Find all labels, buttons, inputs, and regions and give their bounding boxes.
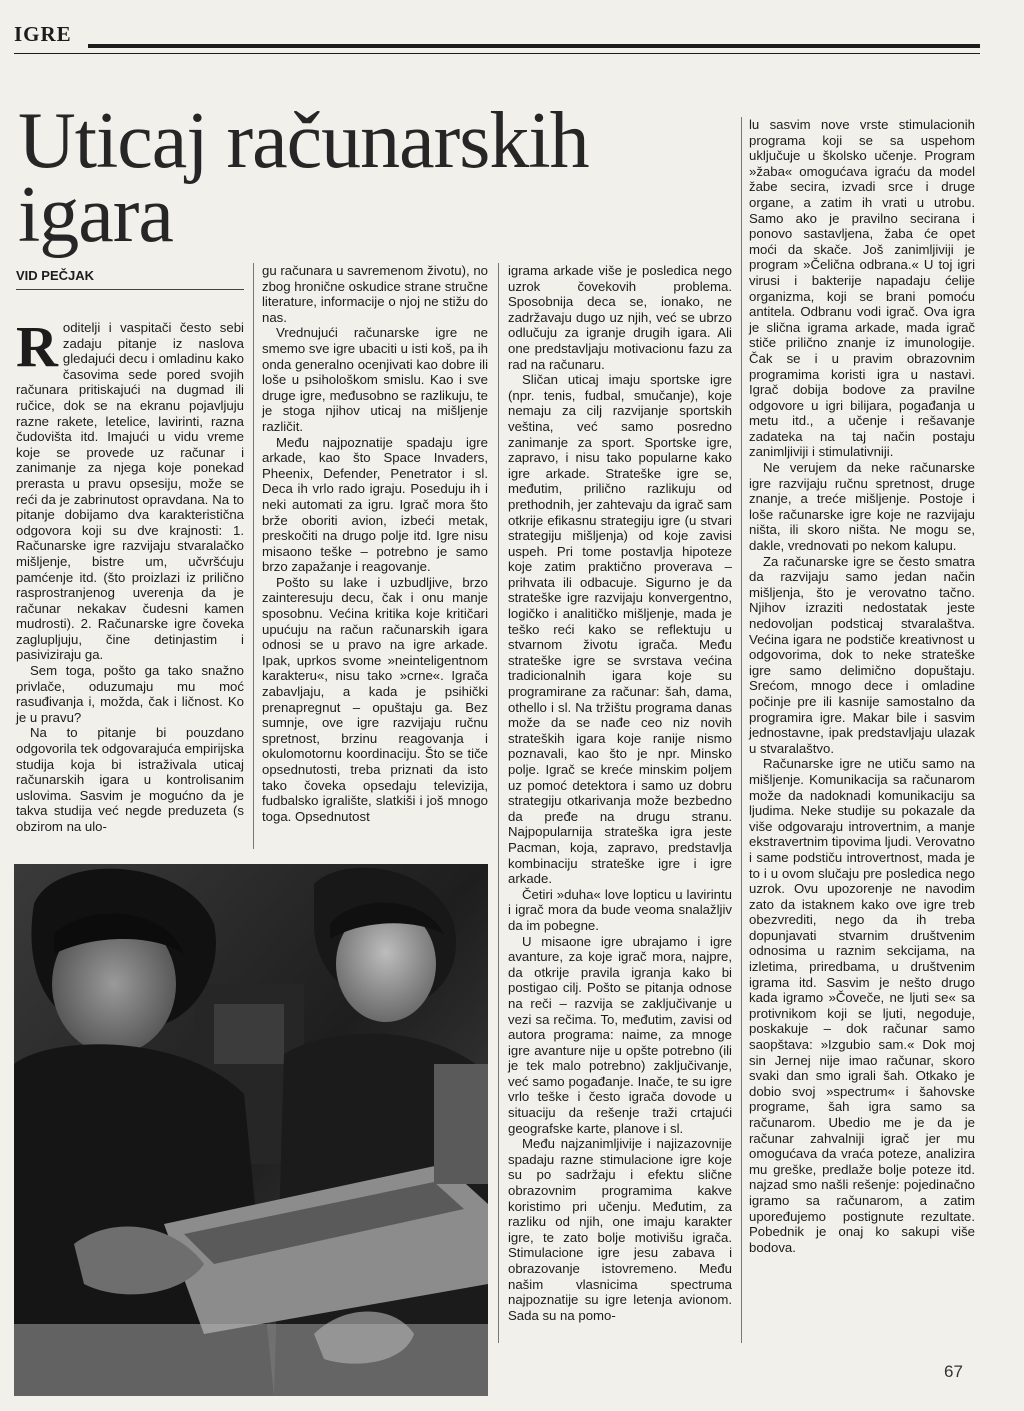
paragraph: lu sasvim nove vrste stimulacionih programa koji se sa uspehom uključuje u školsko učenje. Program »žaba« omogućava igraću da model žabe secira, izvadi srce i druge organe, a zatim ih vrati u utrobu. Samo ako je pravilno secirana i ponovo sastavljena, žaba će opet moći da skače. Još zanimljiviji je program »Čelična odbrana.« U toj igri virusi i bakterije napadaju ćelije organizma, koji se brani pomoću antitela. Odbranu vodi igrač. Ova igra je slična igrama arkade, mada igrač stiče prilično znanje iz imunologije. Čak se i u pravim obrazovnim programima koristi igra u nastavi. Igrač dobija bodove za pravilne odgovore u igri bilijara, pogađanja u metu itd., a učenje i rešavanje zadateka na taj način postaju zanimljiviji i stimulativniji.: [749, 117, 975, 460]
article-column-3: [508, 263, 732, 1323]
header-rule-thin: [14, 53, 980, 54]
paragraph: Na to pitanje bi pouzdano odgovorila tek odgovarajuća empirijska studija koja bi istraživala uticaj računarskih igara u kontrolisanim uslovima. Sasvim je mogućno da je takva studija već negde preduzeta (s obzirom na ulo-: [16, 725, 244, 834]
column-divider: [498, 263, 499, 1343]
paragraph: [16, 314, 244, 663]
title-line-1: Uticaj računarskih: [18, 97, 589, 185]
column-divider: [253, 263, 254, 849]
paragraph-text: oditelji i vaspitači često sebi zadaju pitanje iz naslova gledajući decu i omladinu kako časovima sede pored svojih računara pritiskajući na dugmad ili ručice, dok se na ekranu pojavljuju razne rakete, letelice, lavirinti, razna čudovišta itd. Imajući u vidu vreme koje se provede uz računar i zanimanje za njega koje ponekad prerasta u pravu opsesiju, može se reći da je zabrinutost opravdana. Na to pitanje dobijamo dva karakteristična odgovora koji su dve krajnosti: 1. Računarske igre razvijaju stvaralačko mišljenje, bistre um, učvršćuju pamćenje itd. (što proizlazi iz prilično rasprostranjenog uverenja da je računar nekakav čudesni kamen mudrosti). 2. Računarske igre čoveka zaglupljuju, čine detinjastim i pasiviziraju ga.: [16, 320, 244, 663]
header-rule: [88, 44, 980, 48]
paragraph: Pošto su lake i uzbudljive, brzo zainteresuju decu, čak i onu manje sposobnu. Većina kritika koje kritičari upućuju na račun računarskih igara odnosi se u pravo na igre arkade. Ipak, uprkos svome »neinteligentnom karakteru«, nisu tako »crne«. Igrača zabavljaju, a kada je psihički prenapregnut – opuštaju ga. Bez sumnje, ove igre razvijaju ručnu spretnost, brzinu reagovanja i okulomotornu koordinaciju. Što se tiče opsednutosti, treba priznati da isto tako čoveka opsedaju televizija, fudbalsko igralište, slatkiši i još mnogo toga. Opsednutost: [262, 574, 488, 824]
paragraph: Za računarske igre se često smatra da razvijaju samo jedan način mišljenja, što je verovatno tačno. Njihov izraziti nedostatak jeste nedovoljan podsticaj stvaralaštva. Većina igara ne podstiče kreativnost u odgovorima, dok to neke strateške igre samo delimično dopuštaju. Srećom, mnogo dece i omladine počinje pre ili kasnije samostalno da programira igre. Makar bile i sasvim jednostavne, ipak predstavljaju ulazak u stvaralaštvo.: [749, 553, 975, 756]
byline-rule: [16, 289, 244, 290]
article-title: [18, 97, 718, 259]
paragraph: Među najpoznatije spadaju igre arkade, kao što Space Invaders, Pheenix, Defender, Penetrator i sl. Deca ih vrlo rado igraju. Poseduju ih i neki automati za igru. Igrač mora što brže oboriti avion, izbeći metak, preskočiti na drugo polje itd. Igre nisu misaono teške – potrebno je samo brzo zapažanje i reagovanje.: [262, 434, 488, 575]
paragraph: Vrednujući računarske igre ne smemo sve igre ubaciti u isti koš, pa ih onda generalno ocenjivati kao dobre ili loše u psihološkom smislu. Kao i sve druge igre, međusobno se razlikuju, te je stoga njihov uticaj na mišljenje različit.: [262, 325, 488, 434]
drop-cap: R: [16, 314, 58, 379]
paragraph: Računarske igre ne utiču samo na mišljenje. Komunikacija sa računarom može da nadoknadi komunikaciju sa ljudima. Neke studije su pokazale da više odgovaraju introvertnim, a manje ekstravertnim tipovima ljudi. Verovatno i same podstiču introvertnost, mada je to i u ovom slučaju pre posledica nego uzrok. Ovu upozorenje ne navodim zato da istaknem kako ove igre treb obezvrediti, nego da ih treba dopunjavati stvarnim društvenim odnosima u raznim sekcijama, na izletima, priredbama, u društvenim igrama itd. Sasvim je nešto drugo kada igramo »Čoveče, ne ljuti se« sa protivnikom koji se ljuti, negoduje, poskakuje – dok računar samo saopštava: »Izgubio sam.« Dok moj sin Jernej nije imao računar, skoro svaki dan smo igrali šah. Otkako je dobio svoj »spectrum« i šahovske programe, šah igra samo sa računarom. Ubedio me je da je računar zahvalniji igrač jer mu omogućava da vraća poteze, analizira mu greške, predlaže bolje poteze itd. najzad smo našli rešenje: pojedinačno igramo sa računarom, a zatim upoređujemo postignute rezultate. Pobednik je onaj ko sakupi više bodova.: [749, 756, 975, 1255]
title-line-2: igara: [18, 171, 173, 259]
paragraph: igrama arkade više je posledica nego uzrok čovekovih problema. Sposobnija deca se, ionako, ne zadržavaju dugo uz njih, već se ubrzo odlučuju za igranje drugih igara. Ali one predstavljaju motivacionu fazu za rad na računaru.: [508, 263, 732, 372]
paragraph: Četiri »duha« love lopticu u lavirintu i igrač mora da bude veoma snalažljiv da im pobegne.: [508, 886, 732, 933]
paragraph: Sličan uticaj imaju sportske igre (npr. tenis, fudbal, smučanje), koje nemaju za cilj razvijanje sportskih veština, već samo posredno zanimanje za sport. Sportske igre, zapravo, i nisu tako popularne kako igre arkade. Strateške igre se, međutim, prilično razlikuju od prethodnih, jer zahtevaju da igrač sam otkrije efikasnu strategiju igre (u stvari strategiju mišljenja) od koje zavisi uspeh. Pri tome postavlja hipoteze koje zatim praktično proverava – prihvata ili odbacuje. Sigurno je da strateške igre razvijaju konvergentno, logičko i analitičko mišljenje, mada je teško reći kako se reflektuju u stvarnom životu igrača. Među strateške igre se svrstava većina tradicionalnih igara koje su programirane za računar: šah, dama, othello i sl. Na tržištu programa danas može da se nađe ceo niz novih strateških igara koje ranije nismo poznavali, kao što je npr. Minsko polje. Igrač se kreće minskim poljem uz pomoć detektora i samo uz dobru strategiju otkarivanja može bezbedno da pređe na drugu stranu. Najpopularnija strateška igra jeste Pacman, koja, zapravo, predstavlja kombinaciju strateške igre i igre arkade.: [508, 372, 732, 887]
article-column-2: [262, 263, 488, 824]
photo-illustration: [14, 864, 488, 1396]
paragraph: Ne verujem da neke računarske igre razvijaju ručnu spretnost, druge znanje, a treće mišljenje. Postoje i loše računarske igre koje ne razvijaju ništa, ili skoro ništa. Ne mogu se, dakle, vrednovati po nekom kalupu.: [749, 460, 975, 554]
column-divider: [741, 117, 742, 1343]
section-label: IGRE: [14, 22, 72, 46]
author-byline: VID PEČJAK: [16, 268, 95, 283]
paragraph: gu računara u savremenom životu), no zbog hronične oskudice strane stručne literature, informacije o njoj ne stižu do nas.: [262, 263, 488, 325]
paragraph: Sem toga, pošto ga tako snažno privlače, oduzumaju mu moć rasuđivanja i, možda, čak i ličnost. Ko je u pravu?: [16, 663, 244, 725]
article-column-1: [16, 314, 244, 835]
paragraph: Među najzanimljivije i najizazovnije spadaju razne stimulacione igre koje su po sadržaju i efektu slične obrazovnim programima kakve koristimo pri učenju. Međutim, za razliku od njih, one imaju karakter igre, te zato bolje motivišu igrača. Stimulacione igre jesu zabava i obrazovanje istovremeno. Među našim vlasnicima spectruma najpoznatije su igre letenja avionom. Sada su na pomo-: [508, 1136, 732, 1323]
page-number: 67: [944, 1362, 963, 1381]
article-column-4: [749, 117, 975, 1255]
paragraph: U misaone igre ubrajamo i igre avanture, za koje igrač mora, najpre, da otkrije pravila igranja kako bi postigao cilj. Pošto se pitanja odnose na reči – razvija se zaključivanje u vezi sa rečima. To, međutim, zavisi od autora programa: naime, za mnoge igre avanture nije u opšte potrebno (ili je tek malo potrebno) zaključivanje, već samo pogađanje. Inače, te su igre vrlo teške i često igrača dovode u situaciju da rešenje traži crtajući geografske karte, planove i sl.: [508, 933, 732, 1136]
photo-children-at-computer: [14, 864, 488, 1396]
